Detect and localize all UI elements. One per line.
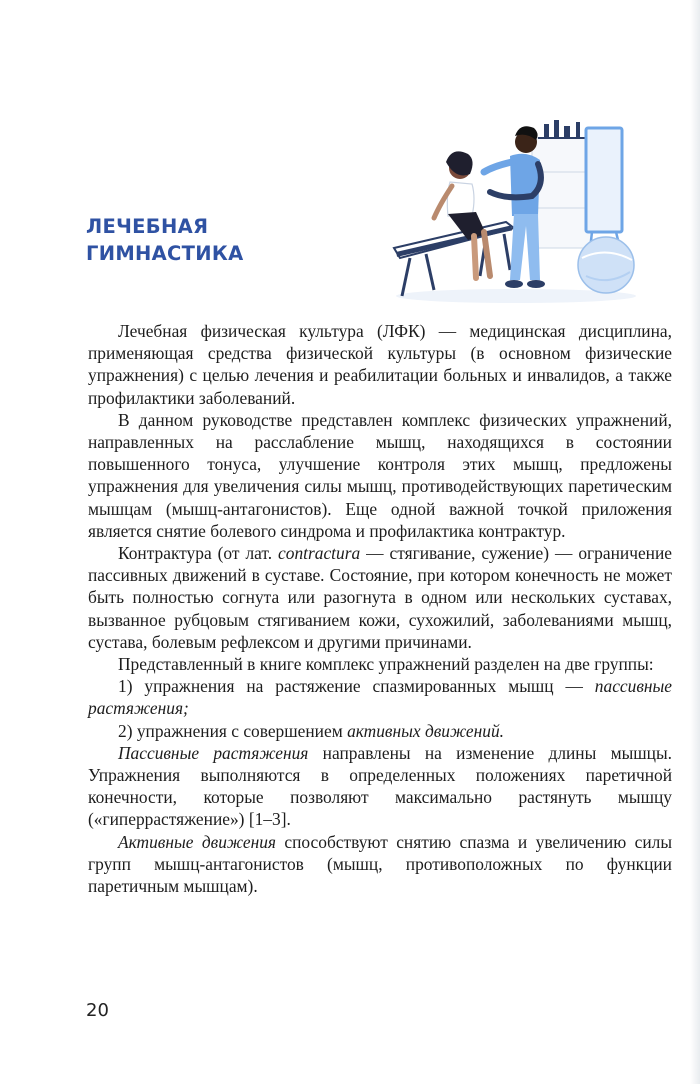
text-run: способствуют снятию спазма и увеличению силы групп мышц-антагонистов (мышц, противоположных по функции паретичным мышцам). (88, 831, 672, 897)
emphasis-term: пассивные растяжения; (88, 676, 672, 719)
paragraph-contracture (88, 542, 672, 653)
page-edge-shadow (690, 0, 700, 1084)
section-heading (86, 213, 244, 267)
text-run: Контрактура (от лат. (118, 543, 279, 564)
heading-line-1: ЛЕЧЕБНАЯ (86, 215, 209, 238)
emphasis-term: активных движений. (347, 720, 505, 741)
text-run: 2) упражнения с совершением (118, 720, 348, 741)
list-item-active (88, 720, 672, 742)
physiotherapy-illustration-icon (386, 100, 642, 310)
paragraph-guide-overview: В данном руководстве представлен комплекс физических упражнений, направленных на расслабление мышц, находящихся в состоянии повышенного тонуса, улучшение контроля этих мышц, предложены упражнения для увеличения силы мышц, противодействующих паретическим мышцам (мышц-антагонистов). Еще одной важной точкой приложения является снятие болевого синдрома и профилактика контрактур. (88, 409, 672, 541)
text-run: направлены на изменение длины мышцы. Упражнения выполняются в определенных положениях паретичной конечности, которые позволяют максимально растянуть мышцу («гиперрастяжение») [1–3]. (88, 742, 672, 830)
emphasis-term: Пассивные растяжения (118, 742, 309, 763)
emphasis-term: Активные движения (118, 831, 276, 852)
paragraph-active-movements (88, 831, 672, 898)
body-text (88, 320, 672, 897)
page-number: 20 (86, 1000, 109, 1021)
paragraph-lfk-definition: Лечебная физическая культура (ЛФК) — медицинская дисциплина, применяющая средства физической культуры (в основном физические упражнения) с целью лечения и реабилитации больных и инвалидов, а также профилактики заболеваний. (88, 321, 672, 408)
paragraph-groups-intro: Представленный в книге комплекс упражнений разделен на две группы: (118, 654, 654, 675)
paragraph-passive-stretching (88, 742, 672, 831)
latin-term: contractura (278, 543, 361, 564)
text-run: — стягивание, сужение) — ограничение пассивных движений в суставе. Состояние, при котором конечность не может быть полностью согнута или разогнута в одном или нескольких суставах, вызванное рубцовым стягиванием кожи, сухожилий, заболеваниями мышц, сустава, болевым рефлексом и другими причинами. (88, 543, 672, 652)
heading-line-2: ГИМНАСТИКА (86, 242, 244, 265)
text-run: 1) упражнения на растяжение спазмированных мышц — (118, 676, 595, 697)
list-item-passive (88, 675, 672, 719)
